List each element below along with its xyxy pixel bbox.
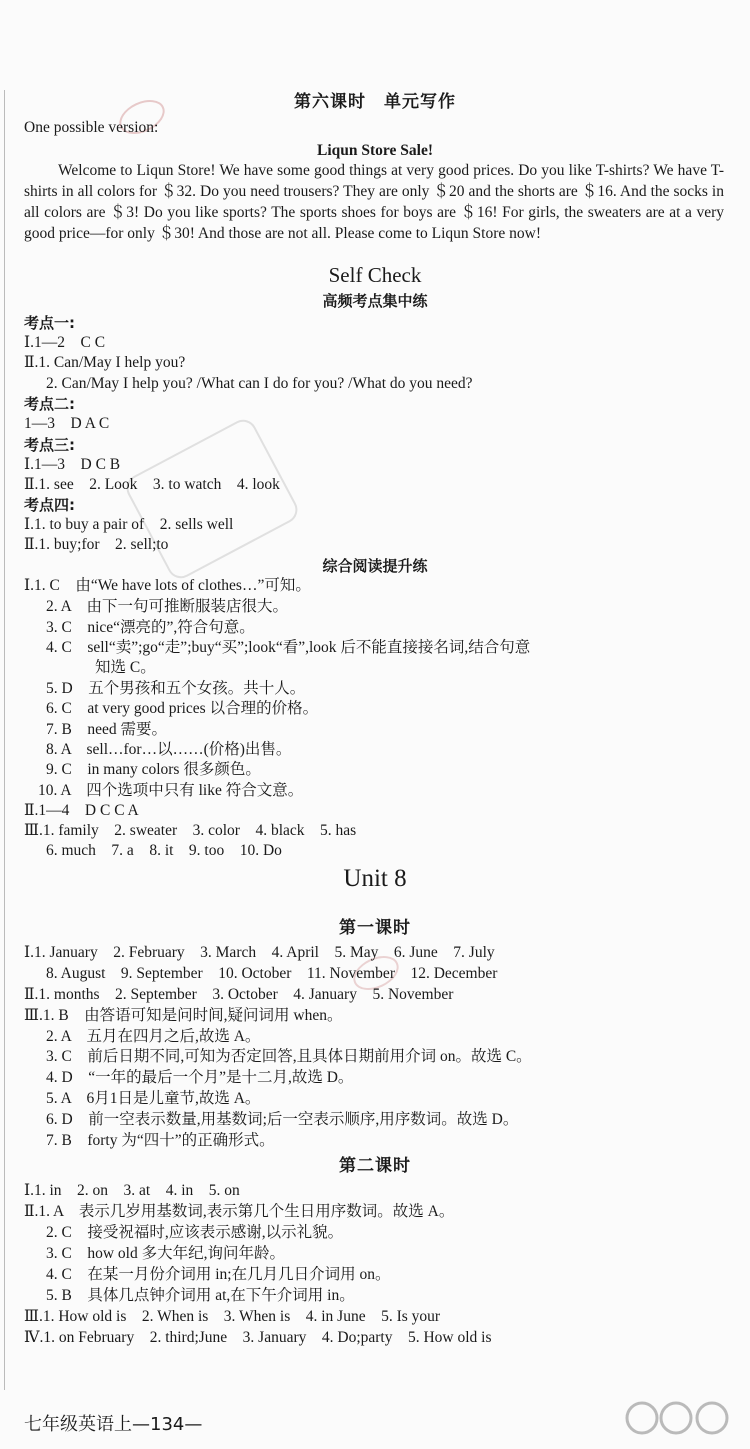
answer-line: Ⅱ.1. Can/May I help you? <box>24 354 186 371</box>
answer-line: 7. B forty 为“四十”的正确形式。 <box>46 1132 275 1149</box>
answer-line: 2. A 五月在四月之后,故选 A。 <box>46 1028 261 1045</box>
answer-line: Ⅲ.1. B 由答语可知是问时间,疑问词用 when。 <box>24 1007 343 1024</box>
answer-line: 2. C 接受祝福时,应该表示感谢,以示礼貌。 <box>46 1224 344 1241</box>
answer-line: 6. C at very good prices 以合理的价格。 <box>46 700 319 717</box>
subsection-title: 高频考点集中练 <box>322 292 428 310</box>
unit-title: Unit 8 <box>343 865 407 892</box>
answer-line: 6. much 7. a 8. it 9. too 10. Do <box>46 842 282 859</box>
answer-line: 8. A sell…for…以……(价格)出售。 <box>46 741 292 758</box>
answer-line: Ⅲ.1. family 2. sweater 3. color 4. black 5. has <box>24 822 357 839</box>
answer-line: 知选 C。 <box>95 659 156 676</box>
answer-line: Ⅰ.1—3 D C B <box>24 456 121 473</box>
answer-line: 4. C 在某一月份介词用 in;在几月几日介词用 on。 <box>46 1266 391 1283</box>
lesson-title: 第一课时 <box>339 918 411 938</box>
section-title: Self Check <box>328 263 422 287</box>
answer-line: 8. August 9. September 10. October 11. November 12. December <box>46 965 498 982</box>
answer-line: 4. C sell“卖”;go“走”;buy“买”;look“看”,look 后不能直接接名词,结合句意 <box>46 639 531 656</box>
page-edge <box>4 90 5 1390</box>
answer-line: 2. A 由下一句可推断服装店很大。 <box>46 598 288 615</box>
subsection-title: 综合阅读提升练 <box>322 557 428 575</box>
answer-line: Ⅱ.1. buy;for 2. sell;to <box>24 536 169 553</box>
answer-line: 7. B need 需要。 <box>46 721 167 738</box>
answer-line: 3. C nice“漂亮的”,符合句意。 <box>46 619 255 636</box>
answer-line: Ⅱ.1. months 2. September 3. October 4. January 5. November <box>24 986 454 1003</box>
answer-line: Ⅱ.1. see 2. Look 3. to watch 4. look <box>24 476 280 493</box>
answer-line: Ⅳ.1. on February 2. third;June 3. January 4. Do;party 5. How old is <box>24 1329 492 1346</box>
point-label: 考点四: <box>24 496 75 514</box>
answer-line: Ⅲ.1. How old is 2. When is 3. When is 4. in June 5. Is your <box>24 1308 441 1325</box>
answer-line: 5. B 具体几点钟介词用 at,在下午介词用 in。 <box>46 1287 355 1304</box>
answer-line: 5. D 五个男孩和五个女孩。共十人。 <box>46 680 306 697</box>
answer-line: 9. C in many colors 很多颜色。 <box>46 761 261 778</box>
answer-line: Ⅰ.1—2 C C <box>24 334 106 351</box>
lesson-title: 第六课时 单元写作 <box>294 92 456 112</box>
answer-line: 2. Can/May I help you? /What can I do for you? /What do you need? <box>46 375 473 392</box>
answer-line: 10. A 四个选项中只有 like 符合文意。 <box>38 782 304 799</box>
answer-line: Ⅰ.1. C 由“We have lots of clothes…”可知。 <box>24 577 311 594</box>
point-label: 考点三: <box>24 436 75 454</box>
point-label: 考点一: <box>24 314 75 332</box>
lesson-title: 第二课时 <box>339 1156 411 1176</box>
essay-text: Welcome to Liqun Store! We have some good things at very good prices. Do you like T-shirts? We have T-shirts in all colors for ＄32. Do you need trousers? They are only ＄20 and the shorts are ＄16. And the socks in all colors are ＄3! Do you like sports? The sports shoes for boys are ＄16! For girls, the sweaters are at a very good price—for only ＄30! And those are not all. Please come to Liqun Store now! <box>24 162 724 242</box>
page-footer: 七年级英语上—134— <box>24 1414 203 1435</box>
answer-line: 3. C how old 多大年纪,询问年龄。 <box>46 1245 285 1262</box>
answer-line: Ⅰ.1. in 2. on 3. at 4. in 5. on <box>24 1182 240 1199</box>
answer-line: Ⅰ.1. January 2. February 3. March 4. April 5. May 6. June 7. July <box>24 944 495 961</box>
answer-line: 1—3 D A C <box>24 415 110 432</box>
possible-version-label: One possible version: <box>24 119 159 136</box>
answer-line: 5. A 6月1日是儿童节,故选 A。 <box>46 1090 261 1107</box>
essay-title: Liqun Store Sale! <box>317 142 433 159</box>
point-label: 考点二: <box>24 395 75 413</box>
answer-line: Ⅰ.1. to buy a pair of 2. sells well <box>24 516 234 533</box>
answer-line: Ⅱ.1. A 表示几岁用基数词,表示第几个生日用序数词。故选 A。 <box>24 1203 455 1220</box>
watermark-logo-icon <box>624 1396 734 1440</box>
answer-line: 6. D 前一空表示数量,用基数词;后一空表示顺序,用序数词。故选 D。 <box>46 1111 519 1128</box>
answer-line: Ⅱ.1—4 D C C A <box>24 802 139 819</box>
answer-line: 3. C 前后日期不同,可知为否定回答,且具体日期前用介词 on。故选 C。 <box>46 1048 532 1065</box>
answer-line: 4. D “一年的最后一个月”是十二月,故选 D。 <box>46 1069 354 1086</box>
